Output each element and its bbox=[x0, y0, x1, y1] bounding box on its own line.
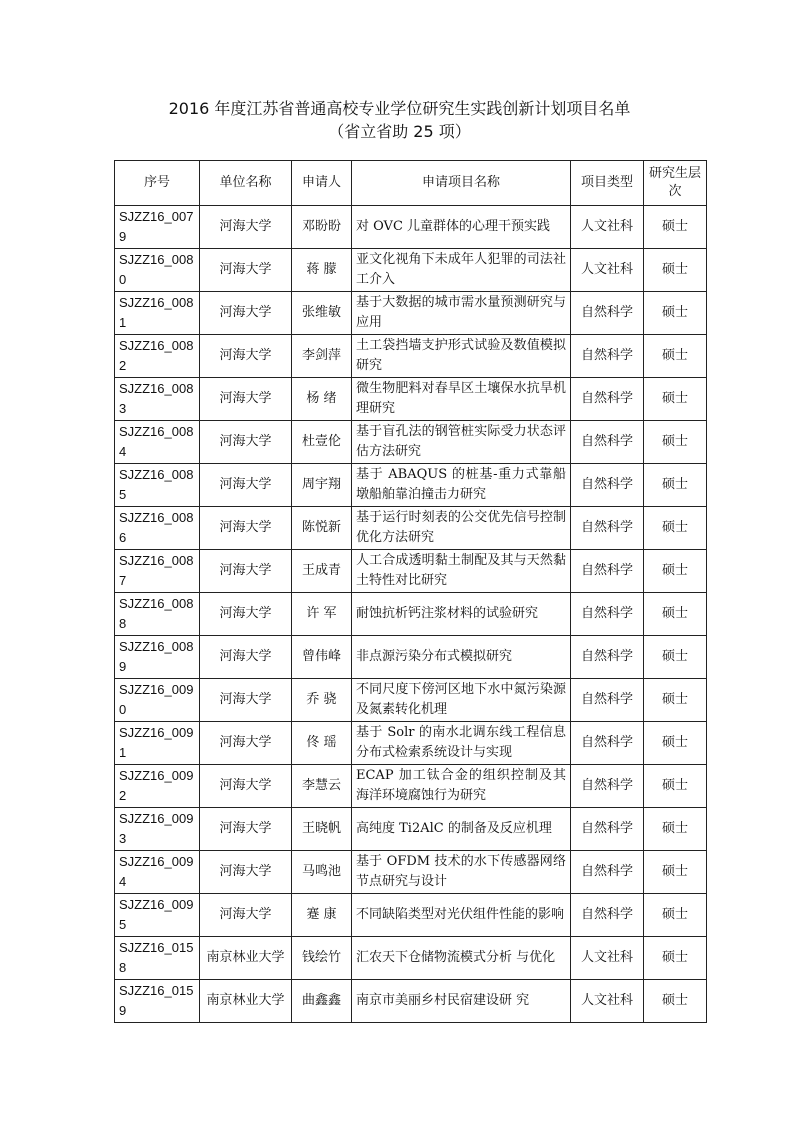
cell-unit: 河海大学 bbox=[200, 421, 292, 464]
table-body bbox=[115, 206, 707, 1023]
cell-unit: 河海大学 bbox=[200, 679, 292, 722]
header-applicant: 申请人 bbox=[292, 161, 352, 206]
cell-level: 硕士 bbox=[644, 550, 707, 593]
header-level: 研究生层次 bbox=[644, 161, 707, 206]
cell-level: 硕士 bbox=[644, 378, 707, 421]
cell-unit: 河海大学 bbox=[200, 851, 292, 894]
cell-unit: 河海大学 bbox=[200, 894, 292, 937]
cell-type: 人文社科 bbox=[571, 249, 644, 292]
cell-project: 非点源污染分布式模拟研究 bbox=[352, 636, 571, 679]
cell-level: 硕士 bbox=[644, 464, 707, 507]
cell-applicant: 蹇 康 bbox=[292, 894, 352, 937]
cell-level: 硕士 bbox=[644, 421, 707, 464]
cell-applicant: 李慧云 bbox=[292, 765, 352, 808]
cell-no: SJZZ16_0088 bbox=[115, 593, 200, 636]
cell-no: SJZZ16_0158 bbox=[115, 937, 200, 980]
cell-project: 基于 Solr 的南水北调东线工程信息分布式检索系统设计与实现 bbox=[352, 722, 571, 765]
cell-project: 南京市美丽乡村民宿建设研 究 bbox=[352, 980, 571, 1023]
table-row bbox=[115, 980, 707, 1023]
cell-project: ECAP 加工钛合金的组织控制及其海洋环境腐蚀行为研究 bbox=[352, 765, 571, 808]
cell-no: SJZZ16_0092 bbox=[115, 765, 200, 808]
cell-level: 硕士 bbox=[644, 937, 707, 980]
cell-project: 耐蚀抗析钙注浆材料的试验研究 bbox=[352, 593, 571, 636]
cell-type: 自然科学 bbox=[571, 808, 644, 851]
cell-no: SJZZ16_0082 bbox=[115, 335, 200, 378]
table-header-row bbox=[115, 161, 707, 206]
table-row bbox=[115, 464, 707, 507]
cell-no: SJZZ16_0087 bbox=[115, 550, 200, 593]
cell-type: 自然科学 bbox=[571, 550, 644, 593]
cell-unit: 河海大学 bbox=[200, 808, 292, 851]
cell-type: 自然科学 bbox=[571, 507, 644, 550]
cell-no: SJZZ16_0083 bbox=[115, 378, 200, 421]
table-row bbox=[115, 679, 707, 722]
cell-project: 微生物肥料对春旱区土壤保水抗旱机理研究 bbox=[352, 378, 571, 421]
cell-no: SJZZ16_0159 bbox=[115, 980, 200, 1023]
cell-level: 硕士 bbox=[644, 679, 707, 722]
cell-applicant: 张维敏 bbox=[292, 292, 352, 335]
cell-type: 自然科学 bbox=[571, 679, 644, 722]
table-row bbox=[115, 249, 707, 292]
cell-no: SJZZ16_0079 bbox=[115, 206, 200, 249]
cell-level: 硕士 bbox=[644, 636, 707, 679]
cell-no: SJZZ16_0091 bbox=[115, 722, 200, 765]
cell-type: 自然科学 bbox=[571, 464, 644, 507]
table-row bbox=[115, 507, 707, 550]
cell-no: SJZZ16_0094 bbox=[115, 851, 200, 894]
cell-type: 自然科学 bbox=[571, 722, 644, 765]
table-row bbox=[115, 421, 707, 464]
cell-applicant: 钱绘竹 bbox=[292, 937, 352, 980]
cell-applicant: 曾伟峰 bbox=[292, 636, 352, 679]
cell-unit: 河海大学 bbox=[200, 249, 292, 292]
cell-applicant: 周宇翔 bbox=[292, 464, 352, 507]
table-row bbox=[115, 292, 707, 335]
cell-applicant: 邓盼盼 bbox=[292, 206, 352, 249]
cell-unit: 河海大学 bbox=[200, 292, 292, 335]
table-row bbox=[115, 937, 707, 980]
cell-type: 人文社科 bbox=[571, 206, 644, 249]
cell-project: 基于大数据的城市需水量预测研究与应用 bbox=[352, 292, 571, 335]
document-title bbox=[0, 97, 799, 143]
cell-applicant: 陈悦新 bbox=[292, 507, 352, 550]
cell-no: SJZZ16_0081 bbox=[115, 292, 200, 335]
table-row bbox=[115, 636, 707, 679]
cell-applicant: 佟 瑶 bbox=[292, 722, 352, 765]
cell-level: 硕士 bbox=[644, 765, 707, 808]
cell-level: 硕士 bbox=[644, 335, 707, 378]
cell-unit: 河海大学 bbox=[200, 636, 292, 679]
cell-unit: 河海大学 bbox=[200, 335, 292, 378]
title-line-2: （省立省助 25 项） bbox=[328, 122, 471, 141]
cell-level: 硕士 bbox=[644, 593, 707, 636]
cell-project: 土工袋挡墙支护形式试验及数值模拟研究 bbox=[352, 335, 571, 378]
header-no: 序号 bbox=[115, 161, 200, 206]
cell-unit: 河海大学 bbox=[200, 722, 292, 765]
cell-level: 硕士 bbox=[644, 851, 707, 894]
cell-level: 硕士 bbox=[644, 292, 707, 335]
cell-no: SJZZ16_0084 bbox=[115, 421, 200, 464]
cell-project: 不同缺陷类型对光伏组件性能的影响 bbox=[352, 894, 571, 937]
cell-unit: 河海大学 bbox=[200, 550, 292, 593]
header-project: 申请项目名称 bbox=[352, 161, 571, 206]
cell-project: 基于 ABAQUS 的桩基-重力式靠船墩船舶靠泊撞击力研究 bbox=[352, 464, 571, 507]
cell-no: SJZZ16_0095 bbox=[115, 894, 200, 937]
cell-no: SJZZ16_0089 bbox=[115, 636, 200, 679]
table-row bbox=[115, 765, 707, 808]
cell-applicant: 曲鑫鑫 bbox=[292, 980, 352, 1023]
cell-applicant: 乔 骁 bbox=[292, 679, 352, 722]
cell-applicant: 蒋 朦 bbox=[292, 249, 352, 292]
cell-project: 高纯度 Ti2AlC 的制备及反应机理 bbox=[352, 808, 571, 851]
cell-applicant: 马鸣池 bbox=[292, 851, 352, 894]
cell-level: 硕士 bbox=[644, 206, 707, 249]
title-line-1: 2016 年度江苏省普通高校专业学位研究生实践创新计划项目名单 bbox=[168, 99, 631, 118]
cell-project: 对 OVC 儿童群体的心理干预实践 bbox=[352, 206, 571, 249]
cell-type: 自然科学 bbox=[571, 636, 644, 679]
cell-unit: 南京林业大学 bbox=[200, 980, 292, 1023]
cell-type: 自然科学 bbox=[571, 292, 644, 335]
cell-type: 自然科学 bbox=[571, 335, 644, 378]
cell-type: 自然科学 bbox=[571, 421, 644, 464]
cell-project: 基于运行时刻表的公交优先信号控制优化方法研究 bbox=[352, 507, 571, 550]
cell-no: SJZZ16_0086 bbox=[115, 507, 200, 550]
cell-no: SJZZ16_0085 bbox=[115, 464, 200, 507]
cell-applicant: 王成青 bbox=[292, 550, 352, 593]
header-type: 项目类型 bbox=[571, 161, 644, 206]
cell-level: 硕士 bbox=[644, 249, 707, 292]
cell-no: SJZZ16_0080 bbox=[115, 249, 200, 292]
table-row bbox=[115, 550, 707, 593]
cell-project: 不同尺度下傍河区地下水中氮污染源及氮素转化机理 bbox=[352, 679, 571, 722]
cell-applicant: 杜壹伦 bbox=[292, 421, 352, 464]
cell-no: SJZZ16_0090 bbox=[115, 679, 200, 722]
table-row bbox=[115, 206, 707, 249]
cell-type: 自然科学 bbox=[571, 765, 644, 808]
cell-applicant: 李剑萍 bbox=[292, 335, 352, 378]
table-row bbox=[115, 808, 707, 851]
table-row bbox=[115, 335, 707, 378]
cell-level: 硕士 bbox=[644, 894, 707, 937]
cell-unit: 河海大学 bbox=[200, 206, 292, 249]
cell-level: 硕士 bbox=[644, 980, 707, 1023]
cell-project: 人工合成透明黏土制配及其与天然黏土特性对比研究 bbox=[352, 550, 571, 593]
table-row bbox=[115, 722, 707, 765]
cell-level: 硕士 bbox=[644, 507, 707, 550]
cell-type: 自然科学 bbox=[571, 851, 644, 894]
project-table bbox=[114, 160, 707, 1023]
table-row bbox=[115, 378, 707, 421]
cell-unit: 南京林业大学 bbox=[200, 937, 292, 980]
cell-unit: 河海大学 bbox=[200, 507, 292, 550]
cell-unit: 河海大学 bbox=[200, 593, 292, 636]
cell-project: 基于盲孔法的钢管桩实际受力状态评估方法研究 bbox=[352, 421, 571, 464]
cell-level: 硕士 bbox=[644, 808, 707, 851]
cell-applicant: 杨 绪 bbox=[292, 378, 352, 421]
cell-unit: 河海大学 bbox=[200, 464, 292, 507]
cell-type: 人文社科 bbox=[571, 937, 644, 980]
cell-project: 亚文化视角下未成年人犯罪的司法社工介入 bbox=[352, 249, 571, 292]
cell-level: 硕士 bbox=[644, 722, 707, 765]
cell-type: 自然科学 bbox=[571, 378, 644, 421]
header-unit: 单位名称 bbox=[200, 161, 292, 206]
table-row bbox=[115, 593, 707, 636]
cell-unit: 河海大学 bbox=[200, 765, 292, 808]
table-row bbox=[115, 894, 707, 937]
cell-applicant: 许 军 bbox=[292, 593, 352, 636]
table-row bbox=[115, 851, 707, 894]
cell-unit: 河海大学 bbox=[200, 378, 292, 421]
cell-type: 自然科学 bbox=[571, 894, 644, 937]
cell-type: 人文社科 bbox=[571, 980, 644, 1023]
cell-project: 汇农天下仓储物流模式分析 与优化 bbox=[352, 937, 571, 980]
cell-type: 自然科学 bbox=[571, 593, 644, 636]
cell-no: SJZZ16_0093 bbox=[115, 808, 200, 851]
cell-project: 基于 OFDM 技术的水下传感器网络节点研究与设计 bbox=[352, 851, 571, 894]
cell-applicant: 王晓帆 bbox=[292, 808, 352, 851]
